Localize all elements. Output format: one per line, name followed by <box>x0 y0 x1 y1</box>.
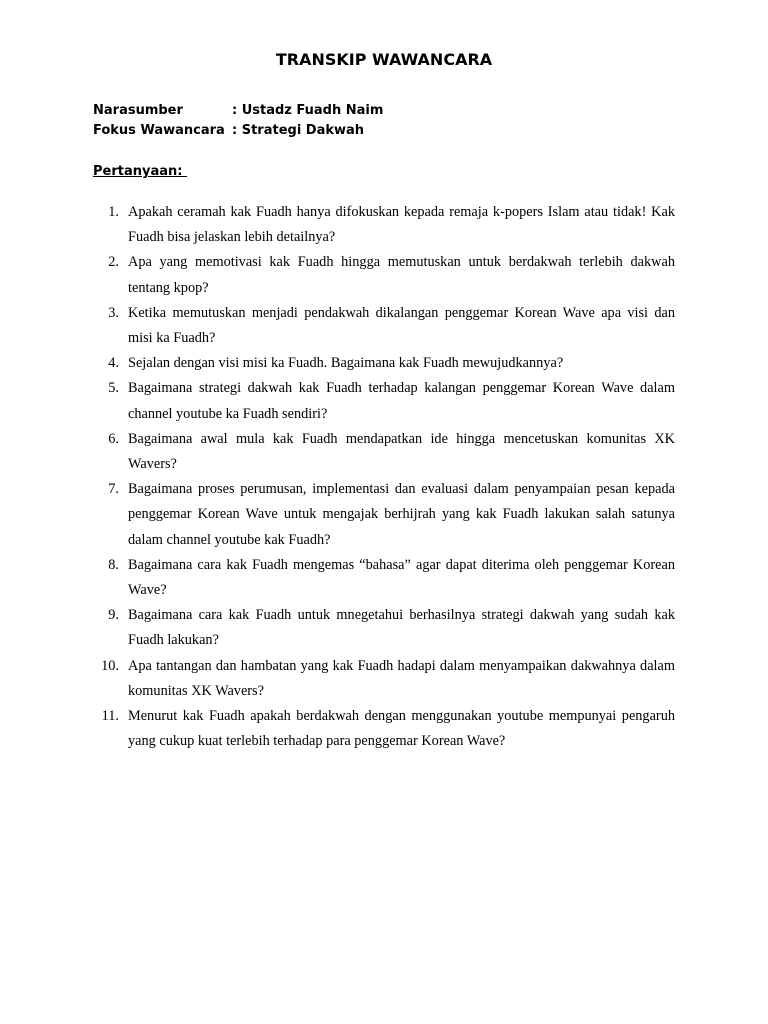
question-text: Apakah ceramah kak Fuadh hanya difokuskan kepada remaja k-popers Islam atau tidak! Kak Fuadh bisa jelaskan lebih detailnya? <box>128 204 675 246</box>
interview-meta <box>93 101 383 141</box>
list-item <box>93 351 675 376</box>
question-number: 1. <box>108 204 119 220</box>
question-number: 9. <box>108 607 119 624</box>
question-number: 7. <box>108 481 119 498</box>
list-item <box>93 200 675 250</box>
meta-row-narasumber <box>93 101 383 121</box>
list-item <box>93 477 675 553</box>
section-heading: Pertanyaan: <box>93 164 187 179</box>
question-text: Sejalan dengan visi misi ka Fuadh. Bagaimana kak Fuadh mewujudkannya? <box>128 355 564 372</box>
question-text: Bagaimana cara kak Fuadh untuk mnegetahui berhasilnya strategi dakwah yang sudah kak Fuadh lakukan? <box>128 607 675 649</box>
list-item <box>93 250 675 300</box>
question-number: 3. <box>108 304 119 321</box>
question-text: Bagaimana proses perumusan, implementasi dan evaluasi dalam penyampaian pesan kepada penggemar Korean Wave untuk mengajak berhijrah yang kak Fuadh lakukan salah satunya dalam channel youtube kak Fuadh? <box>128 481 675 548</box>
question-number: 2. <box>108 254 119 271</box>
list-item <box>93 553 675 603</box>
question-text: Bagaimana awal mula kak Fuadh mendapatkan ide hingga mencetuskan komunitas XK Wavers? <box>128 430 675 473</box>
question-text: Bagaimana cara kak Fuadh mengemas “bahasa” agar dapat diterima oleh penggemar Korean Wave? <box>128 556 675 599</box>
question-text: Menurut kak Fuadh apakah berdakwah dengan menggunakan youtube mempunyai pengaruh yang cukup kuat terlebih terhadap para penggemar Korean Wave? <box>128 708 675 750</box>
meta-value: : Strategi Dakwah <box>232 123 365 138</box>
question-text: Bagaimana strategi dakwah kak Fuadh terhadap kalangan penggemar Korean Wave dalam channel youtube ka Fuadh sendiri? <box>128 380 675 422</box>
list-item <box>93 603 675 653</box>
meta-label: Fokus Wawancara <box>93 123 225 138</box>
list-item <box>93 301 675 351</box>
question-number: 11. <box>101 708 119 725</box>
question-number: 8. <box>108 556 119 573</box>
list-item <box>93 704 675 754</box>
question-number: 6. <box>108 430 119 447</box>
meta-label: Narasumber <box>93 103 183 118</box>
question-list <box>93 200 675 754</box>
question-text: Apa yang memotivasi kak Fuadh hingga memutuskan untuk berdakwah terlebih dakwah tentang kpop? <box>128 254 675 296</box>
list-item <box>93 427 675 477</box>
question-number: 4. <box>108 355 119 372</box>
list-item <box>93 376 675 426</box>
meta-row-fokus-wawancara <box>93 121 383 141</box>
meta-value: : Ustadz Fuadh Naim <box>232 103 384 118</box>
question-number: 5. <box>108 380 119 397</box>
question-number: 10. <box>101 657 119 674</box>
question-text: Ketika memutuskan menjadi pendakwah dikalangan penggemar Korean Wave apa visi dan misi ka Fuadh? <box>128 304 675 347</box>
document-title: TRANSKIP WAWANCARA <box>275 50 493 69</box>
question-text: Apa tantangan dan hambatan yang kak Fuadh hadapi dalam menyampaikan dakwahnya dalam komunitas XK Wavers? <box>128 657 675 699</box>
list-item <box>93 654 675 704</box>
